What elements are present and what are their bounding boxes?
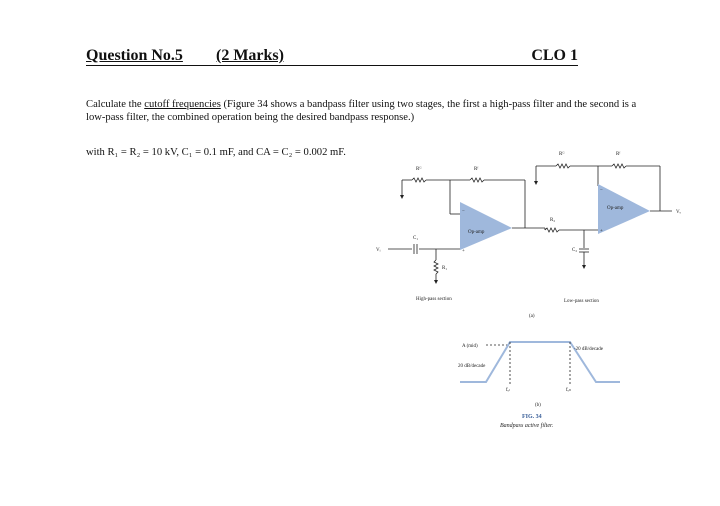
lp-rf-resistor [612,164,626,168]
hp-section-label: High-pass section [416,297,452,302]
lp-section-label: Low-pass section [564,299,599,304]
lp-opamp-label: Op-amp [607,206,624,211]
clo-label: CLO 1 [531,47,578,64]
hp-rg-resistor [412,178,426,182]
c2-label: C₂ [572,248,578,253]
hp-rf-label: Rᶠ [474,167,479,172]
hp-opamp [460,202,512,250]
hp-r1-resistor [434,260,438,274]
ground-symbol [400,195,404,199]
hp-opamp-label: Op-amp [468,230,485,235]
vin-label: Vᵢ [376,248,381,253]
fig-caption: Bandpass active filter. [500,423,554,429]
fig-b-label: (b) [535,403,541,408]
fig-a-label: (a) [529,314,535,319]
lp-minus: − [600,188,603,193]
vout-label: Vₒ [676,210,682,215]
problem-pre: Calculate the [86,99,145,110]
given-values: with R₁ = R₂ = 10 kV, C₁ = 0.1 mF, and CA = C₂ = 0.002 mF. [86,147,346,158]
lp-r2-resistor [545,228,559,232]
fig-number: FIG. 34 [522,414,542,420]
lp-rf-label: Rᶠ [616,152,621,157]
lp-plus: + [600,229,603,234]
cutoff-link[interactable]: cutoff frequencies [144,99,221,110]
hp-minus: − [462,209,465,214]
slope-left-label: 20 dB/decade [458,364,486,369]
lp-rg-resistor [556,164,570,168]
question-number: Question No.5 [86,47,183,64]
f-high-label: fₒₕ [566,388,572,393]
r2-label: R₂ [550,218,556,223]
hp-rf-resistor [470,178,484,182]
problem-post: (Figure 34 shows a bandpass filter using two stages, the first a high-pass filter and the second is a low-pass filter, the combined operation being the desired bandpass response.) [86,99,637,123]
r1-label: R₁ [442,266,448,271]
lp-opamp [598,184,650,234]
hp-rg-label: Rᴳ [416,167,422,172]
lp-rg-label: Rᴳ [559,152,565,157]
slope-right-label: -20 dB/decade [574,347,604,352]
amid-label: A (mid) [462,344,478,349]
f-low-label: fₒₗ [506,388,510,393]
question-marks: (2 Marks) [216,47,284,64]
c1-label: C₁ [413,236,419,241]
hp-plus: + [462,249,465,254]
ground-symbol-lp [534,181,538,185]
